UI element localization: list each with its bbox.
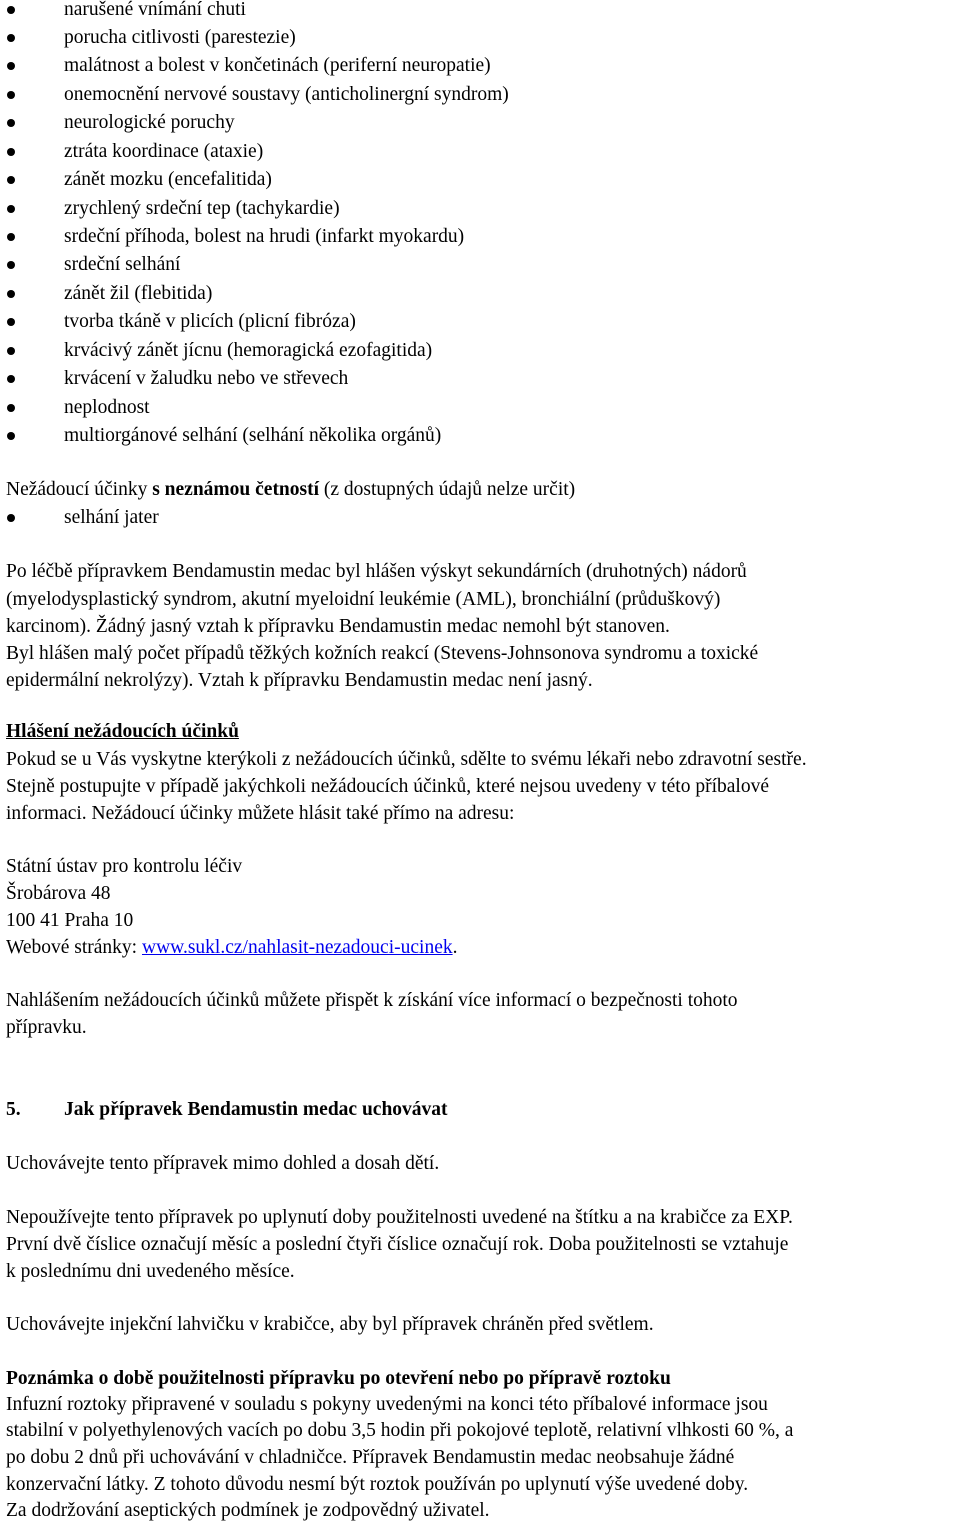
bullet-icon <box>7 34 15 42</box>
bullet-icon <box>7 404 15 412</box>
unknown-frequency-heading: Nežádoucí účinky s neznámou četností (z dostupných údajů nelze určit) <box>6 479 576 500</box>
section-5-heading: 5. Jak přípravek Bendamustin medac uchovávat <box>6 1099 448 1120</box>
reporting-heading: Hlášení nežádoucích účinků <box>6 721 239 742</box>
bullet-icon <box>7 205 15 213</box>
bullet-icon <box>7 261 15 269</box>
storage-paragraph-1: Uchovávejte tento přípravek mimo dohled a dosah dětí. <box>6 1153 440 1174</box>
bullet-icon <box>7 119 15 127</box>
bullet-icon <box>7 514 15 522</box>
website-line: Webové stránky: www.sukl.cz/nahlasit-nezadouci-ucinek. <box>6 937 458 958</box>
bullet-icon <box>7 62 15 70</box>
bullet-icon <box>7 233 15 241</box>
shelf-life-note-heading: Poznámka o době použitelnosti přípravku po otevření nebo po přípravě roztoku <box>6 1368 671 1389</box>
bullet-icon <box>7 6 15 14</box>
bullet-icon <box>7 290 15 298</box>
bullet-icon <box>7 91 15 99</box>
bullet-icon <box>7 432 15 440</box>
bullet-icon <box>7 318 15 326</box>
bullet-icon <box>7 148 15 156</box>
bullet-icon <box>7 375 15 383</box>
bullet-icon <box>7 176 15 184</box>
storage-paragraph-3: Uchovávejte injekční lahvičku v krabičce, aby byl přípravek chráněn před světlem. <box>6 1314 654 1335</box>
sukl-website-link[interactable]: www.sukl.cz/nahlasit-nezadouci-ucinek <box>141 937 453 958</box>
bullet-icon <box>7 347 15 355</box>
document-page: narušené vnímání chuti porucha citlivosti (parestezie) malátnost a bolest v končetinách (periferní neuropatie) onemocnění nervové soustavy (anticholinergní syndrom) neurologické poruchy ztráta koordinace (ataxie) zánět mozku (encefalitida) zrychlený srdeční tep (tachykardie) srdeční příhoda, bolest na hrudi (infarkt myokardu) srdeční selhání zánět žil (flebitida) tvorba tkáně v plicích (plicní fibróza) krvácivý zánět jícnu (hemoragická ezofagitida) krvácení v žaludku nebo ve střevech neplodnost multiorgánové selhání (selhání několika orgánů) Nežádoucí účinky s neznámou četností (z dostupných údajů nelze určit) selhání jater Po léčbě přípravkem Bendamustin medac byl hlášen výskyt sekundárních (druhotných) nádorů (myelodysplastický syndrom, akutní myeloidní leukémie (AML), bronchiální (průduškový) karcinom). Žádný jasný vztah k přípravku Bendamustin medac nemohl být stanoven. Byl hlášen malý počet případů těžkých kožních reakcí (Stevens-Johnsonova syndromu a toxické epidermální nekrolýzy). Vztah k přípravku Bendamustin medac není jasný. Hlášení nežádoucích účinků Pokud se u Vás vyskytne kterýkoli z nežádoucích účinků, sdělte to svému lékaři nebo zdravotní sestře. Stejně postupujte v případě jakýchkoli nežádoucích účinků, které nejsou uvedeny v této příbalové informaci. Nežádoucí účinky můžete hlásit také přímo na adresu: Státní ústav pro kontrolu léčiv Šrobárova 48 100 41 Praha 10 Webové stránky: www.sukl.cz/nahlasit-nezadouci-ucinek. Nahlášením nežádoucích účinků můžete přispět k získání více informací o bezpečnosti tohoto přípravku. 5. Jak přípravek Bendamustin medac uchovávat Uchovávejte tento přípravek mimo dohled a dosah dětí. Nepoužívejte tento přípravek po uplynutí doby použitelnosti uvedené na štítku a na krabičce za EXP. První dvě číslice označují měsíc a poslední čtyři číslice označují rok. Doba použitelnosti se vztahuje k poslednímu dni uvedeného měsíce. Uchovávejte injekční lahvičku v krabičce, aby byl přípravek chráněn před světlem. Poznámka o době použitelnosti přípravku po otevření nebo po přípravě roztoku Infuzní roztoky připravené v souladu s pokyny uvedenými na konci této příbalové informace jsou stabilní v polyethylenových vacích po dobu 3,5 hodin při pokojové teplotě, relativní vlhkosti 60 %, a po dobu 2 dnů při uchovávání v chladničce. Přípravek Bendamustin medac neobsahuje žádné konzervační látky. Z tohoto důvodu nesmí být roztok používán po uplynutí výše uvedené doby. Za dodržování aseptických podmínek je zodpovědný uživatel. <box>0 0 960 1525</box>
